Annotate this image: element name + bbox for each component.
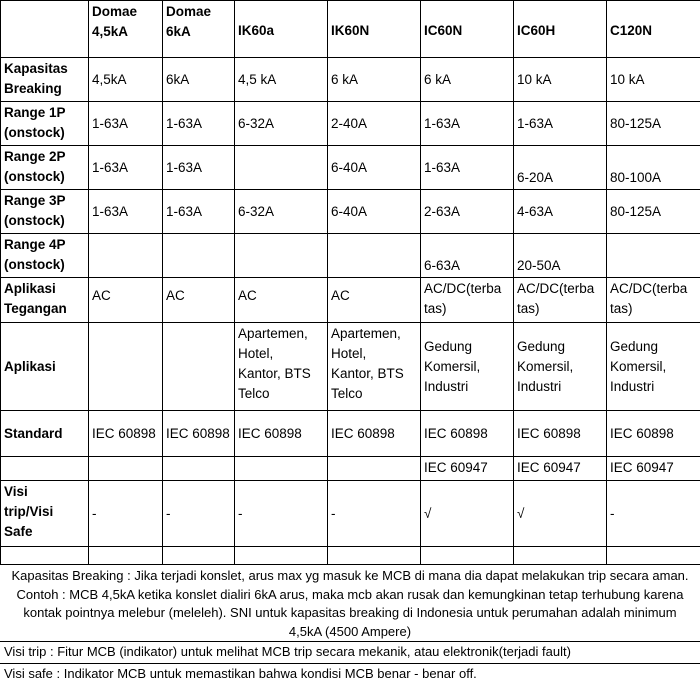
cell: 6-40A	[328, 190, 421, 234]
cell: 80-100A	[607, 146, 700, 190]
cell: 10 kA	[514, 58, 607, 102]
row-standard-extra	[1, 457, 700, 481]
cell: 6-32A	[235, 190, 328, 234]
cell: 80-125A	[607, 190, 700, 234]
cell: AC	[89, 278, 163, 323]
cell: IEC 60898	[89, 411, 163, 457]
cell	[328, 547, 421, 565]
row-label: Range 4P (onstock)	[1, 234, 89, 278]
cell: -	[235, 481, 328, 547]
cell	[235, 234, 328, 278]
cell: -	[328, 481, 421, 547]
cell: 6-63A	[421, 234, 514, 278]
cell: 10 kA	[607, 58, 700, 102]
cell: AC	[235, 278, 328, 323]
cell: Apartemen, Hotel, Kantor, BTS Telco	[235, 323, 328, 411]
cell	[89, 547, 163, 565]
row-label: Range 1P (onstock)	[1, 102, 89, 146]
row-standard	[1, 411, 700, 457]
cell	[89, 323, 163, 411]
cell: 2-63A	[421, 190, 514, 234]
header-corner	[1, 1, 89, 58]
cell: 6-40A	[328, 146, 421, 190]
cell: 6-20A	[514, 146, 607, 190]
header-ic60h: IC60H	[514, 1, 607, 58]
row-aplikasi-tegangan	[1, 278, 700, 323]
notes-section	[0, 565, 700, 700]
cell: 1-63A	[163, 146, 235, 190]
cell	[235, 146, 328, 190]
cell: IEC 60898	[607, 411, 700, 457]
cell: IEC 60947	[421, 457, 514, 481]
cell	[421, 547, 514, 565]
cell: 1-63A	[163, 190, 235, 234]
cell: 4,5 kA	[235, 58, 328, 102]
cell: -	[163, 481, 235, 547]
cell	[328, 234, 421, 278]
cell: AC/DC(terba tas)	[514, 278, 607, 323]
cell	[163, 457, 235, 481]
cell: Gedung Komersil, Industri	[607, 323, 700, 411]
cell	[328, 457, 421, 481]
header-ic60n: IC60N	[421, 1, 514, 58]
cell: 2-40A	[328, 102, 421, 146]
row-label: Visi trip/Visi Safe	[1, 481, 89, 547]
header-c120n: C120N	[607, 1, 700, 58]
row-label: Standard	[1, 411, 89, 457]
note-visi-safe: Visi safe : Indikator MCB untuk memastikan bahwa kondisi MCB benar - benar off.	[0, 663, 700, 685]
cell: 1-63A	[89, 102, 163, 146]
cell: 6 kA	[421, 58, 514, 102]
cell: IEC 60898	[421, 411, 514, 457]
cell	[163, 234, 235, 278]
header-ik60n: IK60N	[328, 1, 421, 58]
note-kapasitas-breaking: Kapasitas Breaking : Jika terjadi konslet, arus max yg masuk ke MCB di mana dia dapat melakukan trip secara aman. Contoh : MCB 4,5kA ketika konslet dialiri 6kA arus, maka mcb akan rusak dan kemungkinan tetap terhubung karena kontak pointnya melebur (meleleh). SNI untuk kapasitas breaking di Indonesia untuk perumahan adalah minimum 4,5kA (4500 Ampere)	[11, 568, 689, 639]
row-label: Range 2P (onstock)	[1, 146, 89, 190]
row-label	[1, 457, 89, 481]
row-range-1p	[1, 102, 700, 146]
note-visi-trip: Visi trip : Fitur MCB (indikator) untuk melihat MCB trip secara mekanik, atau elektronik(terjadi fault)	[0, 641, 700, 663]
cell: √	[421, 481, 514, 547]
cell: 20-50A	[514, 234, 607, 278]
cell: Gedung Komersil, Industri	[514, 323, 607, 411]
header-domae-45ka: Domae 4,5kA	[89, 1, 163, 58]
cell: 1-63A	[163, 102, 235, 146]
row-range-3p	[1, 190, 700, 234]
row-range-2p	[1, 146, 700, 190]
cell	[163, 323, 235, 411]
row-empty	[1, 547, 700, 565]
cell: 1-63A	[421, 102, 514, 146]
cell: 4-63A	[514, 190, 607, 234]
header-ik60a: IK60a	[235, 1, 328, 58]
cell: Gedung Komersil, Industri	[421, 323, 514, 411]
cell	[235, 457, 328, 481]
cell: 1-63A	[514, 102, 607, 146]
cell: -	[607, 481, 700, 547]
header-domae-6ka: Domae 6kA	[163, 1, 235, 58]
cell: AC	[163, 278, 235, 323]
cell	[235, 547, 328, 565]
cell: 80-125A	[607, 102, 700, 146]
cell: AC	[328, 278, 421, 323]
cell: AC/DC(terba tas)	[421, 278, 514, 323]
cell: √	[514, 481, 607, 547]
cell: 4,5kA	[89, 58, 163, 102]
row-label: Aplikasi	[1, 323, 89, 411]
row-kapasitas-breaking	[1, 58, 700, 102]
cell: AC/DC(terba tas)	[607, 278, 700, 323]
cell: -	[89, 481, 163, 547]
cell: 6-32A	[235, 102, 328, 146]
cell: IEC 60947	[607, 457, 700, 481]
row-label: Kapasitas Breaking	[1, 58, 89, 102]
cell: IEC 60898	[328, 411, 421, 457]
cell: Apartemen, Hotel, Kantor, BTS Telco	[328, 323, 421, 411]
cell: 1-63A	[89, 146, 163, 190]
cell	[607, 234, 700, 278]
row-aplikasi	[1, 323, 700, 411]
row-label: Aplikasi Tegangan	[1, 278, 89, 323]
cell	[89, 234, 163, 278]
row-label	[1, 547, 89, 565]
cell: 1-63A	[89, 190, 163, 234]
cell	[163, 547, 235, 565]
row-label: Range 3P (onstock)	[1, 190, 89, 234]
cell: IEC 60898	[235, 411, 328, 457]
cell: 6 kA	[328, 58, 421, 102]
cell: IEC 60947	[514, 457, 607, 481]
cell	[89, 457, 163, 481]
cell: IEC 60898	[514, 411, 607, 457]
cell: 6kA	[163, 58, 235, 102]
cell: 1-63A	[421, 146, 514, 190]
header-row	[1, 1, 700, 58]
cell: IEC 60898	[163, 411, 235, 457]
cell	[514, 547, 607, 565]
row-visi	[1, 481, 700, 547]
cell	[607, 547, 700, 565]
row-range-4p	[1, 234, 700, 278]
